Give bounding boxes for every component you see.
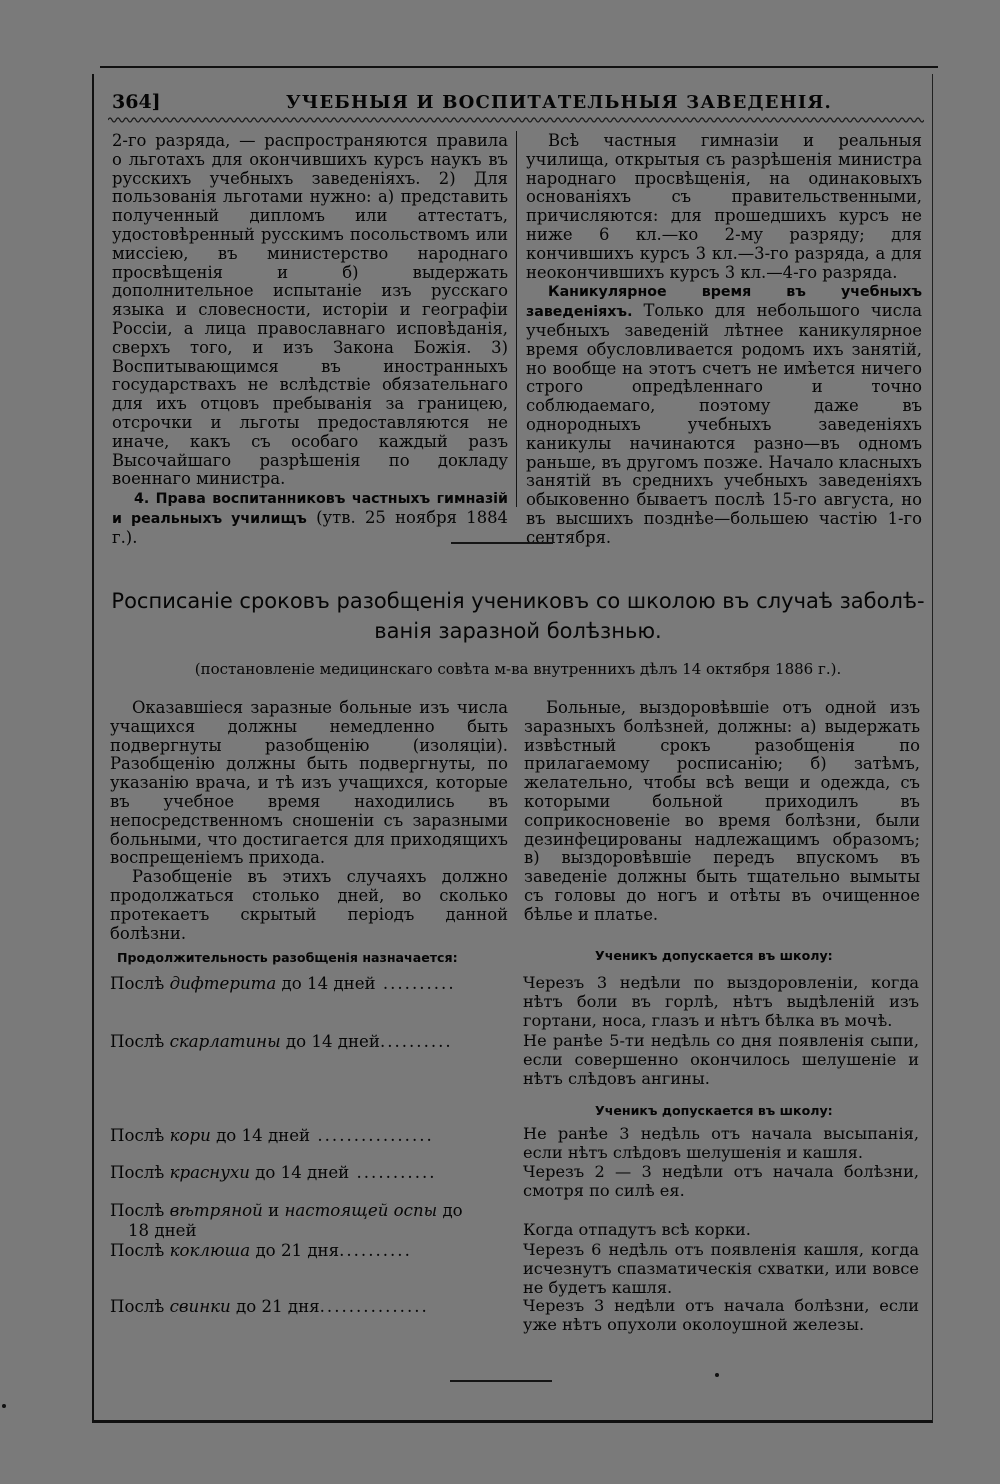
section-heading: Каникулярное время въ учебныхъ заведеніяхъ. [526,284,922,321]
paragraph: Разобщеніе въ этихъ случаяхъ должно продолжаться столько дней, во сколько протекаетъ скрытый періодъ данной болѣзни. [110,867,508,943]
disease-name: кори [169,1126,211,1145]
table-right-header-repeat: Ученикъ допускается въ школу: [595,1103,833,1118]
ink-speck [715,1373,719,1377]
section-rule [451,542,553,544]
table-row-admission: Когда отпадутъ всѣ корки. [523,1220,751,1239]
end-rule [450,1380,552,1382]
table-row-admission: Черезъ 6 недѣль отъ появленія кашля, когда исчезнутъ спазматическія схватки, или вовсе не будетъ кашля. [523,1240,919,1297]
paragraph [526,282,922,547]
disease-name: краснухи [169,1163,250,1182]
disease-name: вѣтряной [169,1201,263,1220]
disease-name: коклюша [169,1241,251,1260]
paragraph-text: Только для небольшого числа учебныхъ заведеній лѣтнее каникулярное время обусловливается родомъ ихъ занятій, но вообще на этотъ счетъ не имѣется ничего строго опредѣленнаго и точно соблюдаемаго, поэтому даже въ однородныхъ учебныхъ заведеніяхъ каникулы начинаются разно—въ одномъ раньше, въ другомъ позже. Начало класныхъ занятій въ среднихъ учебныхъ заведеніяхъ обыковенно бываетъ послѣ 15-го августа, но въ высшихъ позднѣе—большею частію 1-го сентября. [526,301,922,547]
disease-name: настоящей оспы [284,1201,438,1220]
table-row-duration-cont: 18 дней [128,1221,197,1240]
table-row-duration: Послѣ краснухи до 14 дней ........... [110,1163,437,1182]
table-row-duration: Послѣ скарлатины до 14 дней.......... [110,1032,453,1051]
paragraph [112,489,508,547]
running-title: УЧЕБНЫЯ И ВОСПИТАТЕЛЬНЫЯ ЗАВЕДЕНІЯ. [286,92,832,113]
paragraph: 2-го разряда, — распространяются правила о льготахъ для окончившихъ курсъ наукъ въ русскихъ учебныхъ заведеніяхъ. 2) Для пользованія льготами нужно: а) представить полученный дипломъ или аттестатъ, удостовѣренный русскимъ посольствомъ или миссіею, въ министерство народнаго просвѣщенія и б) выдержать дополнительное испытаніе изъ русскаго языка и словесности, исторіи и географіи Россіи, а лица православнаго исповѣданія, сверхъ того, и изъ Закона Божія. 3) Воспитывающимся въ иностранныхъ государствахъ не вслѣдствіе обязательнаго для ихъ отцовъ пребыванія за границею, отсрочки и льготы предоставляются не иначе, какъ съ особаго каждый разъ Высочайшаго разрѣшенія по докладу военнаго министра. [112,131,508,489]
table-row-duration: Послѣ свинки до 21 дня............... [110,1297,429,1316]
section-title [108,586,928,646]
ink-speck [2,1404,6,1408]
wavy-divider [108,116,924,124]
table-row-admission: Не ранѣе 3 недѣль отъ начала высыпанія, если нѣтъ слѣдовъ шелушенія и кашля. [523,1124,919,1162]
table-row-admission: Черезъ 2 — 3 недѣли отъ начала болѣзни, смотря по силѣ ея. [523,1162,919,1200]
running-header [108,91,928,117]
table-row-admission: Не ранѣе 5-ти недѣль со дня появленія сыпи, если совершенно окончилось шелушеніе и нѣтъ слѣдовъ ангины. [523,1031,919,1088]
intro-left-column [110,699,508,943]
table-row-duration: Послѣ коклюша до 21 дня.......... [110,1241,412,1260]
table-right-header: Ученикъ допускается въ школу: [595,948,833,963]
table-row-admission: Черезъ 3 недѣли по выздоровленіи, когда нѣтъ боли въ горлѣ, нѣтъ выдѣленій изъ гортани, носа, глазъ и нѣтъ бѣлка въ мочѣ. [523,973,919,1030]
paragraph: Оказавшіеся заразные больные изъ числа учащихся должны немедленно быть подвергнуты разобщенію (изоляціи). Разобщенію должны быть подвергнуты, по указанію врача, и тѣ изъ учащихся, которые въ учебное время находились въ непосредственномъ сношеніи съ заразными больными, что достигается для приходящихъ воспрещеніемъ прихода. [110,698,508,868]
top-right-column [526,132,922,548]
page-number: 364] [112,91,161,113]
section-heading: 4. Права воспитанниковъ частныхъ гимназій и реальныхъ училищъ [112,491,508,527]
column-divider [516,131,517,507]
intro-right-column [524,699,920,925]
disease-name: свинки [169,1297,231,1316]
disease-name: скарлатины [169,1032,281,1051]
table-row-duration: Послѣ кори до 14 дней ................ [110,1126,434,1145]
title-line: Росписаніе сроковъ разобщенія учениковъ со школою въ случаѣ заболѣ- [111,589,925,613]
table-left-header: Продолжительность разобщенія назначается: [117,950,458,965]
heading-note: (утв. 25 ноября 1884 г.). [112,507,508,547]
paragraph: Больные, выздоровѣвшіе отъ одной изъ заразныхъ болѣзней, должны: а) выдержать извѣстный срокъ разобщенія по прилагаемому росписанію; б) затѣмъ, желательно, чтобы всѣ вещи и одежда, съ которыми больной приходилъ въ соприкосновеніе во время болѣзни, были дезинфецированы надлежащимъ образомъ; в) выздоровѣвшіе передъ впускомъ въ заведеніе должны быть тщательно вымыты съ головы до ногъ и отѣты въ очищенное бѣлье и платье. [524,698,920,924]
paragraph: Всѣ частныя гимназіи и реальныя училища, открытыя съ разрѣшенія министра народнаго просвѣщенія, на одинаковыхъ основаніяхъ съ правительственными, причисляются: для прошедшихъ курсъ не ниже 6 кл.—ко 2-му разряду; для кончившихъ курсъ 3 кл.—3-го разряда, а для неокончившихъ курсъ 3 кл.—4-го разряда. [526,131,922,282]
table-row-admission: Черезъ 3 недѣли отъ начала болѣзни, если уже нѣтъ опухоли околоушной железы. [523,1296,919,1334]
top-rule [100,66,938,68]
table-row-duration: Послѣ дифтерита до 14 дней .......... [110,974,456,993]
section-note: (постановленіе медицинскаго совѣта м-ва внутреннихъ дѣлъ 14 октября 1886 г.). [194,660,842,678]
title-line: ванія заразной болѣзнью. [374,619,662,643]
top-left-column [112,132,508,548]
disease-name: дифтерита [169,974,277,993]
table-row-duration: Послѣ вѣтряной и настоящей оспы до [110,1201,463,1220]
